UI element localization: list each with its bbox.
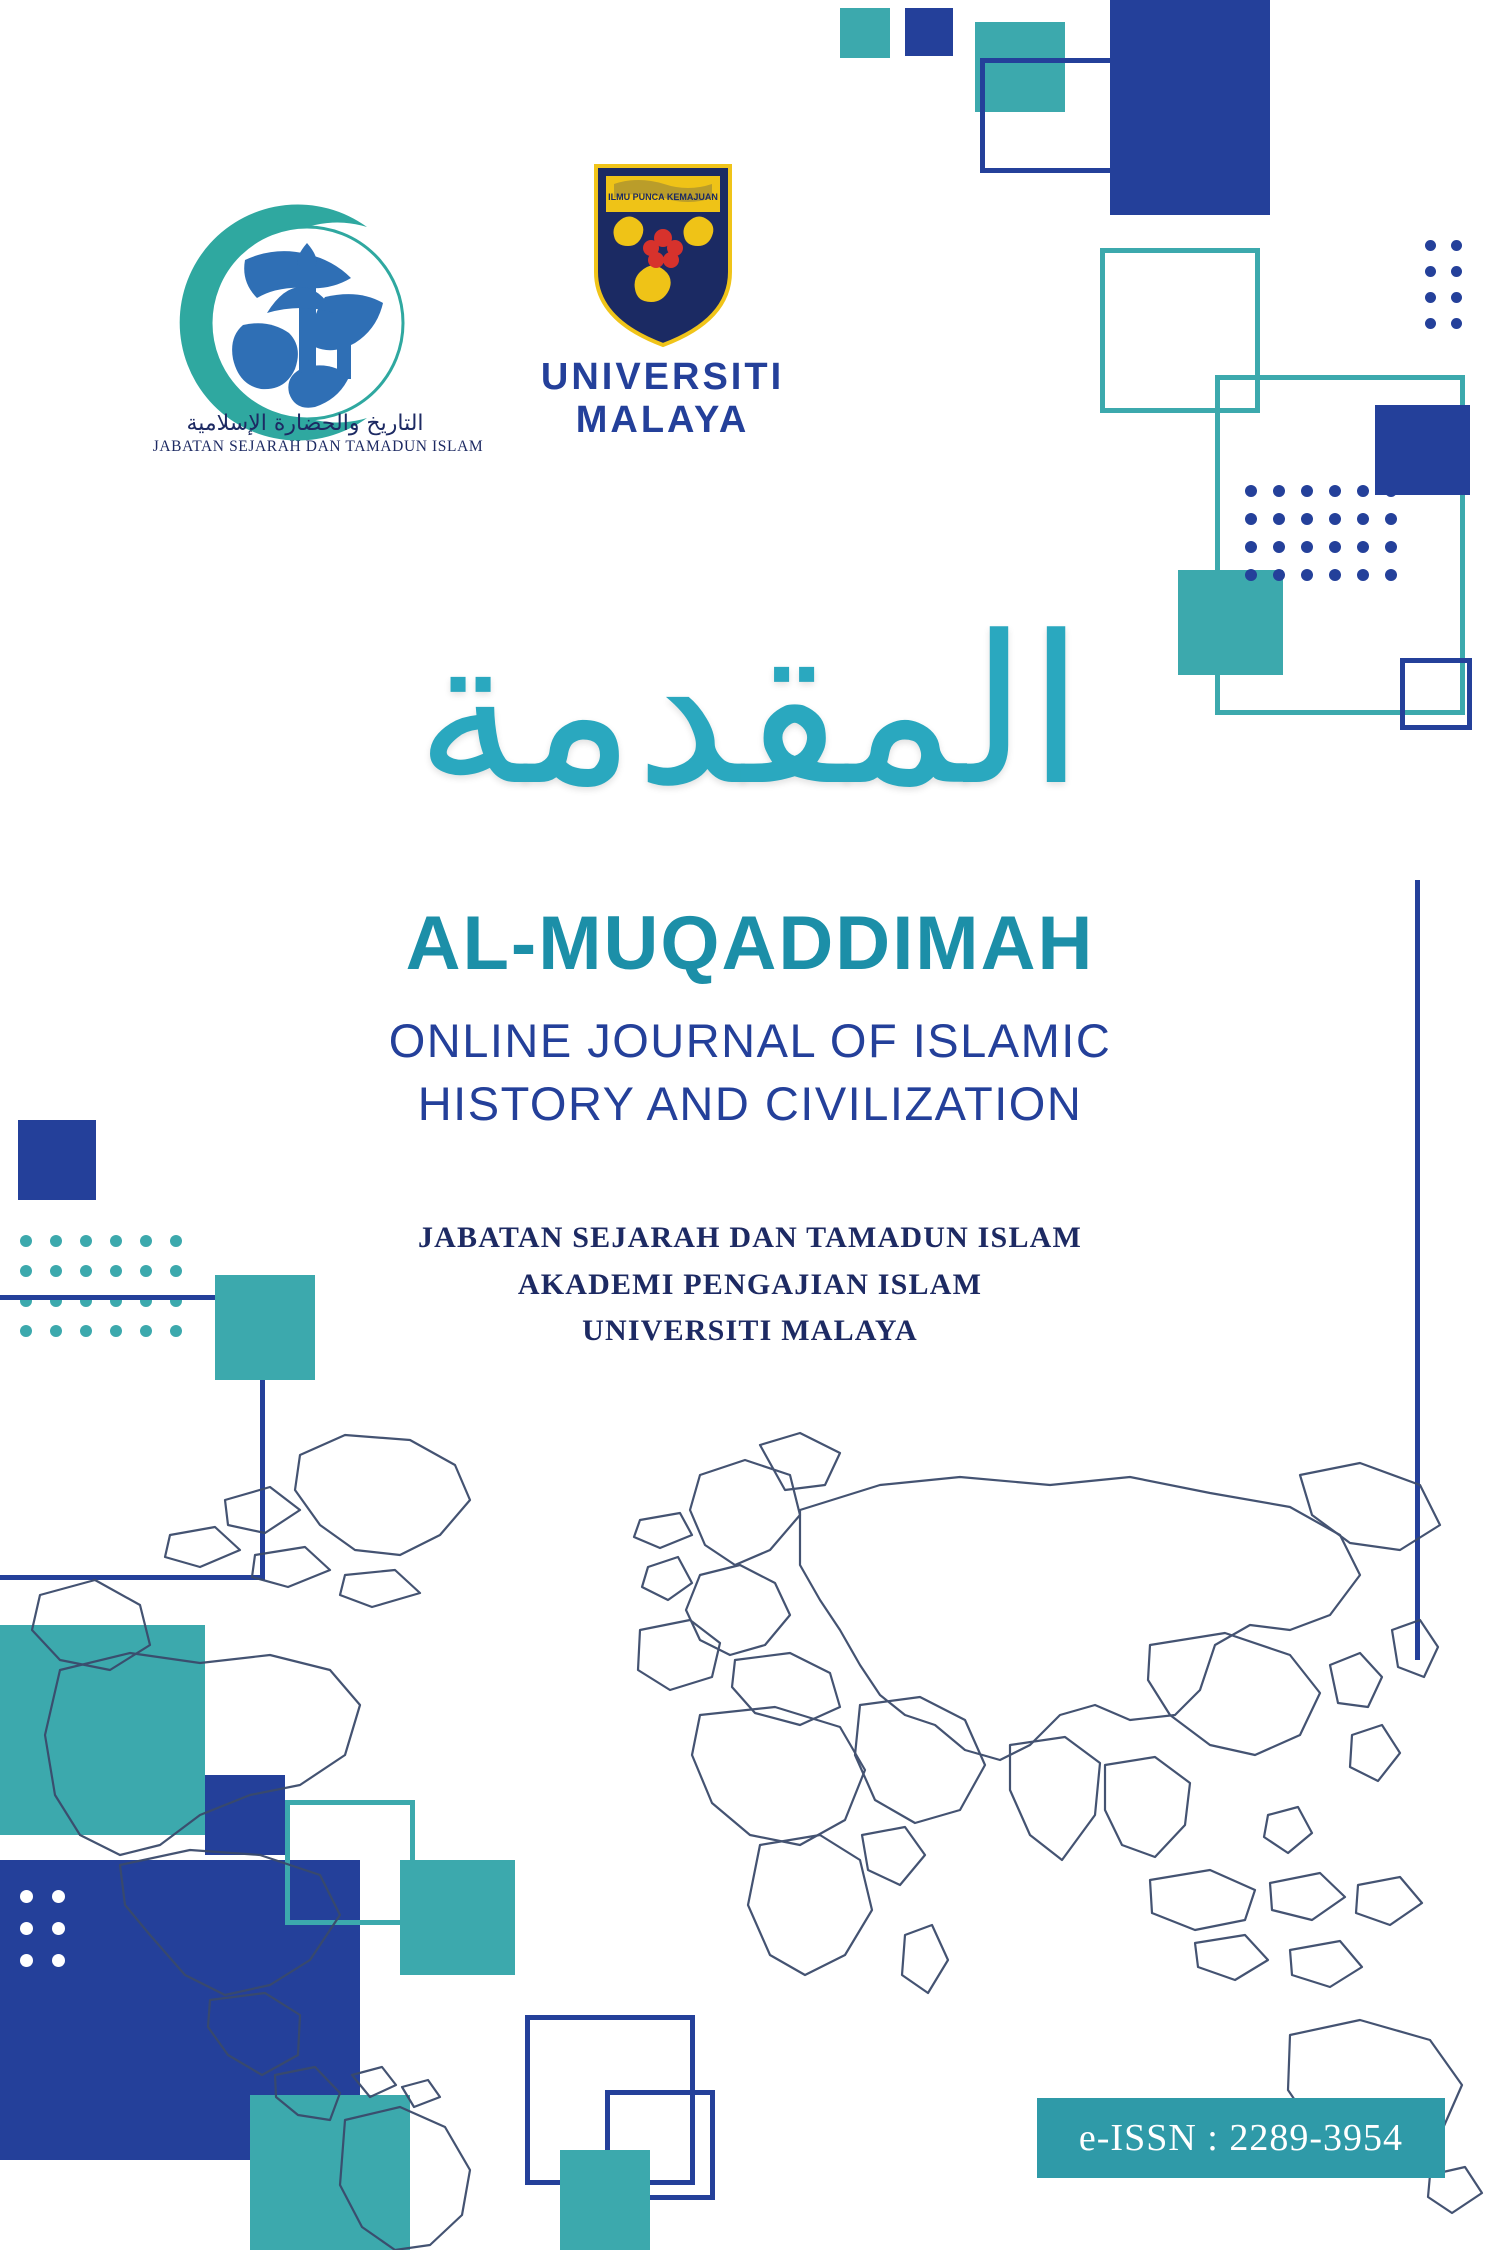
journal-subtitle-line1: ONLINE JOURNAL OF ISLAMIC — [388, 1014, 1112, 1067]
department-arabic-mark: التاريخ والحضارة الإسلامية — [186, 411, 424, 436]
department-logo-caption: JABATAN SEJARAH DAN TAMADUN ISLAM — [152, 438, 484, 455]
arabic-journal-title: المقدمة — [415, 593, 1085, 831]
affiliation-line-1: JABATAN SEJARAH DAN TAMADUN ISLAM — [417, 1221, 1083, 1254]
um-logo-line2: MALAYA — [575, 398, 750, 441]
affiliation-line-3: UNIVERSITI MALAYA — [582, 1314, 918, 1347]
affiliation-line-2: AKADEMI PENGAJIAN ISLAM — [517, 1267, 983, 1301]
decor-dotgrid-1 — [1425, 240, 1477, 344]
decor-square-teal-1 — [840, 8, 890, 58]
jabatan-sejarah-logo — [155, 185, 430, 460]
decor-outline-navy-1 — [980, 58, 1135, 173]
um-motto: ILMU PUNCA KEMAJUAN — [607, 192, 718, 202]
decor-dotgrid-2 — [1245, 485, 1413, 597]
publisher-affiliation — [0, 1215, 1500, 1355]
journal-title: AL-MUQADDIMAH — [405, 901, 1095, 986]
um-crest-icon — [588, 160, 738, 350]
journal-subtitle — [0, 1010, 1500, 1135]
decor-square-navy-1 — [905, 8, 953, 56]
journal-subtitle-line2: HISTORY AND CIVILIZATION — [417, 1076, 1083, 1130]
decor-square-navy-3 — [1375, 405, 1470, 495]
issn-badge: e-ISSN : 2289-3954 — [1037, 2098, 1445, 2178]
universiti-malaya-logo — [520, 160, 805, 470]
um-logo-line1: UNIVERSITI — [540, 356, 785, 398]
